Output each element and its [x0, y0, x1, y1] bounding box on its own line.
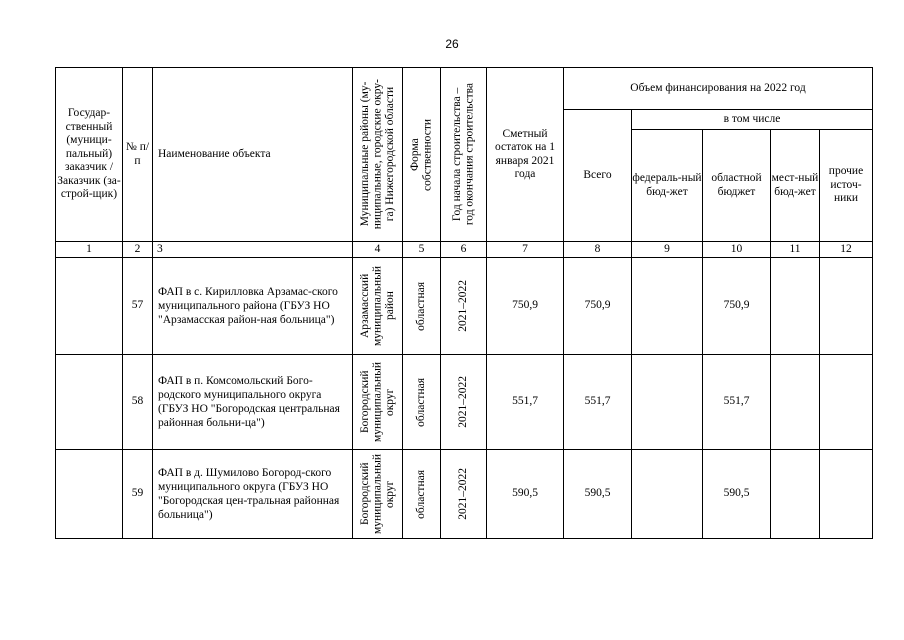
row-district: Богородский муниципальный округ [353, 450, 403, 539]
row-regional: 750,9 [703, 258, 771, 355]
row-regional: 551,7 [703, 355, 771, 450]
column-number: 3 [153, 242, 353, 258]
header-financing: Объем финансирования на 2022 год [564, 68, 873, 110]
row-federal [632, 355, 703, 450]
row-local [771, 355, 820, 450]
row-district: Богородский муниципальный округ [353, 355, 403, 450]
row-balance: 750,9 [487, 258, 564, 355]
row-total: 590,5 [564, 450, 632, 539]
row-num: 59 [123, 450, 153, 539]
row-customer [56, 355, 123, 450]
row-local [771, 450, 820, 539]
table-row [56, 450, 873, 539]
row-balance: 551,7 [487, 355, 564, 450]
row-years: 2021–2022 [441, 355, 487, 450]
row-federal [632, 450, 703, 539]
row-total: 551,7 [564, 355, 632, 450]
row-customer [56, 258, 123, 355]
row-total: 750,9 [564, 258, 632, 355]
column-number: 7 [487, 242, 564, 258]
column-number: 11 [771, 242, 820, 258]
row-object-name: ФАП в д. Шумилово Богород-ского муниципального округа (ГБУЗ НО "Богородская цен-тральная районная больница") [153, 450, 353, 539]
column-number: 8 [564, 242, 632, 258]
header-federal: федераль-ный бюд-жет [632, 130, 703, 242]
column-number: 9 [632, 242, 703, 258]
header-object-name: Наименование объекта [153, 68, 353, 242]
row-years: 2021–2022 [441, 258, 487, 355]
table-row [56, 258, 873, 355]
row-other [820, 450, 873, 539]
header-total: Всего [564, 110, 632, 242]
row-regional: 590,5 [703, 450, 771, 539]
row-object-name: ФАП в с. Кирилловка Арзамас-ского муниципального района (ГБУЗ НО "Арзамасская район-ная больница") [153, 258, 353, 355]
row-balance: 590,5 [487, 450, 564, 539]
header-local: мест-ный бюд-жет [771, 130, 820, 242]
column-number: 2 [123, 242, 153, 258]
row-object-name: ФАП в п. Комсомольский Бого-родского муниципального округа (ГБУЗ НО "Богородская центральная районная больни-ца") [153, 355, 353, 450]
row-other [820, 355, 873, 450]
header-districts: Муниципальные районы (му- ниципальные, городские окру- га) Нижегородской области [353, 68, 403, 242]
column-number: 10 [703, 242, 771, 258]
column-number: 12 [820, 242, 873, 258]
row-federal [632, 258, 703, 355]
header-including: в том числе [632, 110, 873, 130]
row-ownership: областная [403, 258, 441, 355]
column-number: 5 [403, 242, 441, 258]
column-number: 1 [56, 242, 123, 258]
header-num: № п/п [123, 68, 153, 242]
row-other [820, 258, 873, 355]
header-other: прочие источ-ники [820, 130, 873, 242]
row-district: Арзамасский муниципальный район [353, 258, 403, 355]
header-estimated-balance: Сметный остаток на 1 января 2021 года [487, 68, 564, 242]
column-number-row [56, 242, 873, 258]
row-num: 58 [123, 355, 153, 450]
column-number: 4 [353, 242, 403, 258]
header-years: Год начала строительства – год окончания строительства [441, 68, 487, 242]
header-regional: областной бюджет [703, 130, 771, 242]
row-local [771, 258, 820, 355]
page-number: 26 [445, 37, 459, 51]
financing-table [55, 67, 873, 539]
row-years: 2021–2022 [441, 450, 487, 539]
table-row [56, 355, 873, 450]
header-ownership: Форма собственности [403, 68, 441, 242]
row-num: 57 [123, 258, 153, 355]
row-ownership: областная [403, 355, 441, 450]
row-ownership: областная [403, 450, 441, 539]
row-customer [56, 450, 123, 539]
column-number: 6 [441, 242, 487, 258]
header-customer: Государ-ственный (муници-пальный) заказчик / Заказчик (за-строй-щик) [56, 68, 123, 242]
